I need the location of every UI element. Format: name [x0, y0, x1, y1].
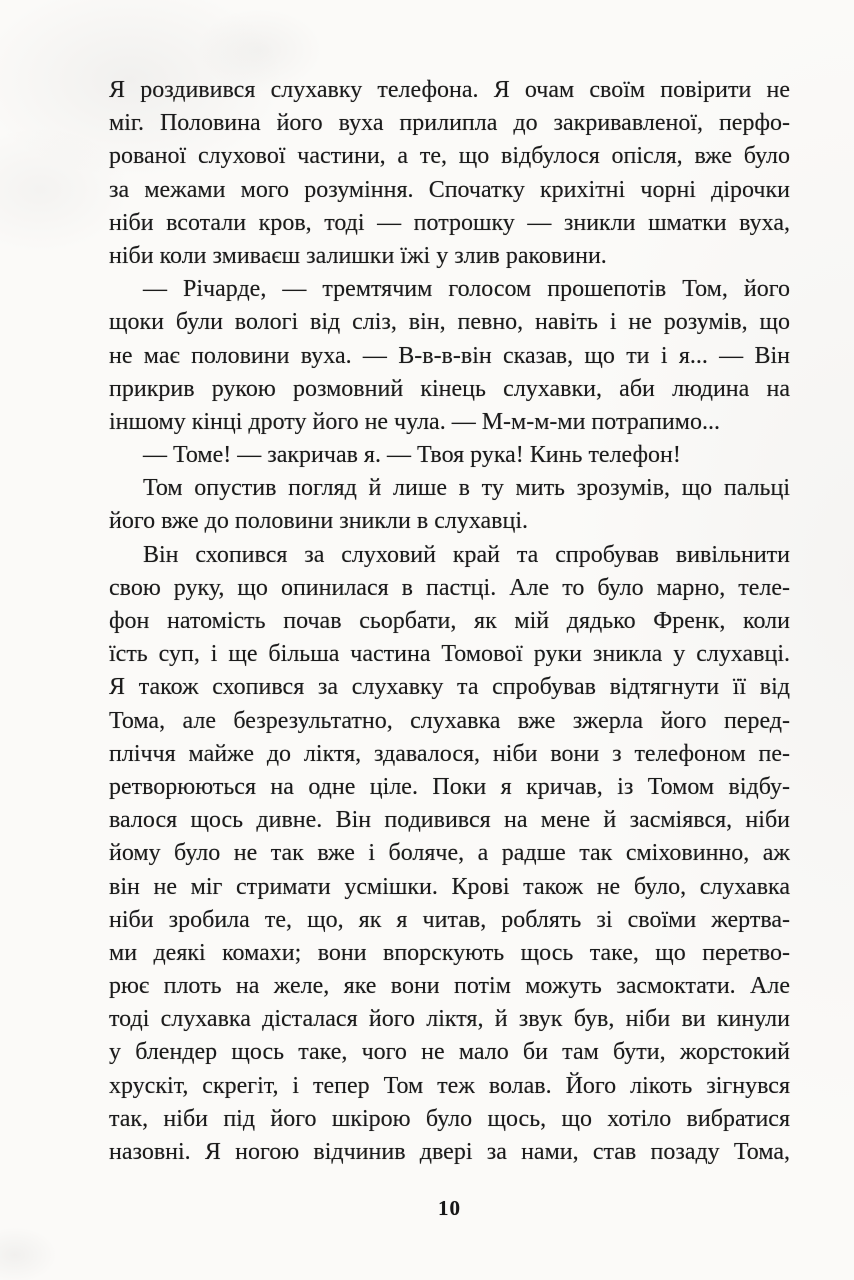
paragraph — [109, 74, 790, 273]
text-line: Том опустив погляд й лише в ту мить зрозумів, що пальці — [143, 475, 790, 502]
paragraph — [109, 439, 790, 472]
text-line: ретворюються на одне ціле. Поки я кричав, із Томом відбу- — [109, 773, 790, 800]
text-line: щоки були вологі від сліз, він, певно, навіть і не розумів, що — [109, 309, 790, 336]
text-line: за межами мого розуміння. Спочатку крихітні чорні дірочки — [109, 176, 790, 203]
text-line: — Томе! — закричав я. — Твоя рука! Кинь телефон! — [143, 442, 681, 469]
text-line: Я роздивився слухавку телефона. Я очам своїм повірити не — [109, 77, 790, 103]
text-line: Я також схопився за слухавку та спробував відтягнути її від — [109, 674, 790, 701]
text-line: рованої слухової частини, а те, що відбулося опісля, вже було — [109, 143, 790, 170]
text-line: прикрив рукою розмовний кінець слухавки, аби людина на — [109, 375, 790, 402]
text-line: ніби коли змиваєш залишки їжі у злив раковини. — [109, 242, 607, 269]
text-line: він не міг стримати усмішки. Крові також не було, слухавка — [109, 873, 790, 900]
text-line: ми деякі комахи; вони впорскують щось таке, що перетво- — [109, 939, 790, 966]
text-line: пліччя майже до ліктя, здавалося, ніби вони з телефоном пе- — [109, 740, 790, 767]
text-line: хрускіт, скрегіт, і тепер Том теж волав. Його лікоть зігнувся — [109, 1072, 790, 1099]
text-line: іншому кінці дроту його не чула. — М-м-м-ми потрапимо... — [109, 408, 720, 435]
paragraph — [109, 472, 790, 538]
text-line: ніби зробила те, що, як я читав, роблять зі своїми жертва- — [109, 906, 790, 933]
text-line: фон натомість почав сьорбати, як мій дядько Френк, коли — [109, 608, 790, 634]
text-line: назовні. Я ногою відчинив двері за нами, став позаду Тома, — [109, 1139, 790, 1165]
text-line: його вже до половини зникли в слухавці. — [109, 508, 529, 535]
text-line: — Річарде, — тремтячим голосом прошепотів Том, його — [143, 276, 790, 303]
text-line: не має половини вуха. — В-в-в-він сказав, що ти і я... — Він — [109, 342, 790, 369]
text-line: свою руку, що опинилася в пастці. Але то було марно, теле- — [109, 574, 790, 601]
text-line: у блендер щось таке, чого не мало би там бути, жорстокий — [109, 1039, 790, 1066]
paragraph — [109, 539, 790, 1170]
text-line: Тома, але безрезультатно, слухавка вже зжерла його перед- — [109, 707, 790, 734]
text-line: міг. Половина його вуха прилипла до закривавленої, перфо- — [109, 110, 790, 137]
text-block — [109, 74, 790, 1169]
text-line: рює плоть на желе, яке вони потім можуть засмоктати. Але — [109, 973, 790, 1000]
text-line: тоді слухавка дісталася його ліктя, й звук був, ніби ви кинули — [109, 1006, 790, 1033]
paragraph — [109, 273, 790, 439]
text-line: їсть суп, і ще більша частина Томової руки зникла у слухавці. — [109, 641, 790, 668]
text-line: Він схопився за слуховий край та спробував вивільнити — [143, 541, 790, 568]
text-line: ніби всотали кров, тоді — потрошку — зникли шматки вуха, — [109, 209, 790, 236]
text-line: валося щось дивне. Він подивився на мене й засміявся, ніби — [109, 807, 790, 834]
text-line: йому було не так вже і боляче, а радше так сміховинно, аж — [109, 840, 790, 867]
page-number: 10 — [438, 1196, 461, 1220]
text-line: так, ніби під його шкірою було щось, що хотіло вибратися — [109, 1105, 790, 1132]
